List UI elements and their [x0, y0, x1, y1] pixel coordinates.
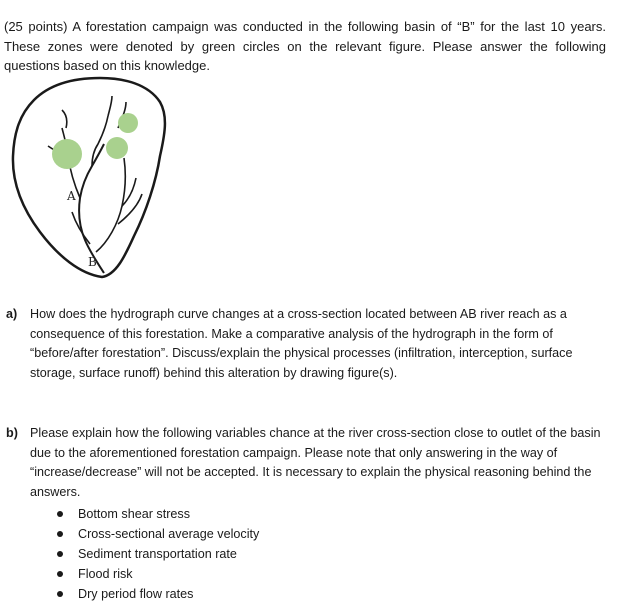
list-item-label: Dry period flow rates — [78, 587, 194, 601]
list-item — [6, 524, 606, 544]
tributary-top — [108, 96, 112, 116]
question-b — [6, 424, 606, 604]
list-item-label: Sediment transportation rate — [78, 547, 237, 561]
forest-zone-middle — [106, 137, 128, 159]
question-a-label: a) — [6, 307, 18, 321]
list-item — [6, 504, 606, 524]
forest-zone-large — [52, 139, 82, 169]
label-b: B — [88, 255, 97, 269]
bullet-icon — [57, 591, 63, 597]
variable-list — [6, 504, 606, 604]
bullet-icon — [57, 511, 63, 517]
bullet-icon — [57, 531, 63, 537]
question-b-text: Please explain how the following variables chance at the river cross-section close to outlet of the basin due to the aforementioned forestation campaign. Please note that only answering in the way of “increase/decrease” will not be accepted. It is necessary to explain the physical reasoning behind the answers. — [30, 426, 601, 499]
forest-zone-top — [118, 113, 138, 133]
bullet-icon — [57, 571, 63, 577]
question-a — [6, 305, 606, 383]
list-item-label: Bottom shear stress — [78, 507, 190, 521]
question-a-text: How does the hydrograph curve changes at a cross-section located between AB river reach as a consequence of this forestation. Make a comparative analysis of the hydrograph in the form of “before/after forestation”. Discuss/explain the physical processes (infiltration, interception, surface storage, surface runoff) behind this alteration by drawing figure(s). — [30, 307, 573, 380]
list-item-label: Cross-sectional average velocity — [78, 527, 260, 541]
tributary-right — [96, 158, 125, 252]
bullet-icon — [57, 551, 63, 557]
list-item-label: Flood risk — [78, 567, 133, 581]
tributary-left-top — [62, 110, 67, 128]
list-item — [6, 544, 606, 564]
intro-text: (25 points) A forestation campaign was conducted in the following basin of “B” for the last 10 years. These zones were denoted by green circles on the relevant figure. Please answer the following questions based on this knowledge. — [4, 19, 606, 73]
tributary-middle — [92, 116, 108, 166]
list-item — [6, 564, 606, 584]
label-a: A — [67, 189, 76, 203]
list-item — [6, 584, 606, 604]
basin-figure — [0, 74, 190, 296]
question-b-label: b) — [6, 426, 18, 440]
